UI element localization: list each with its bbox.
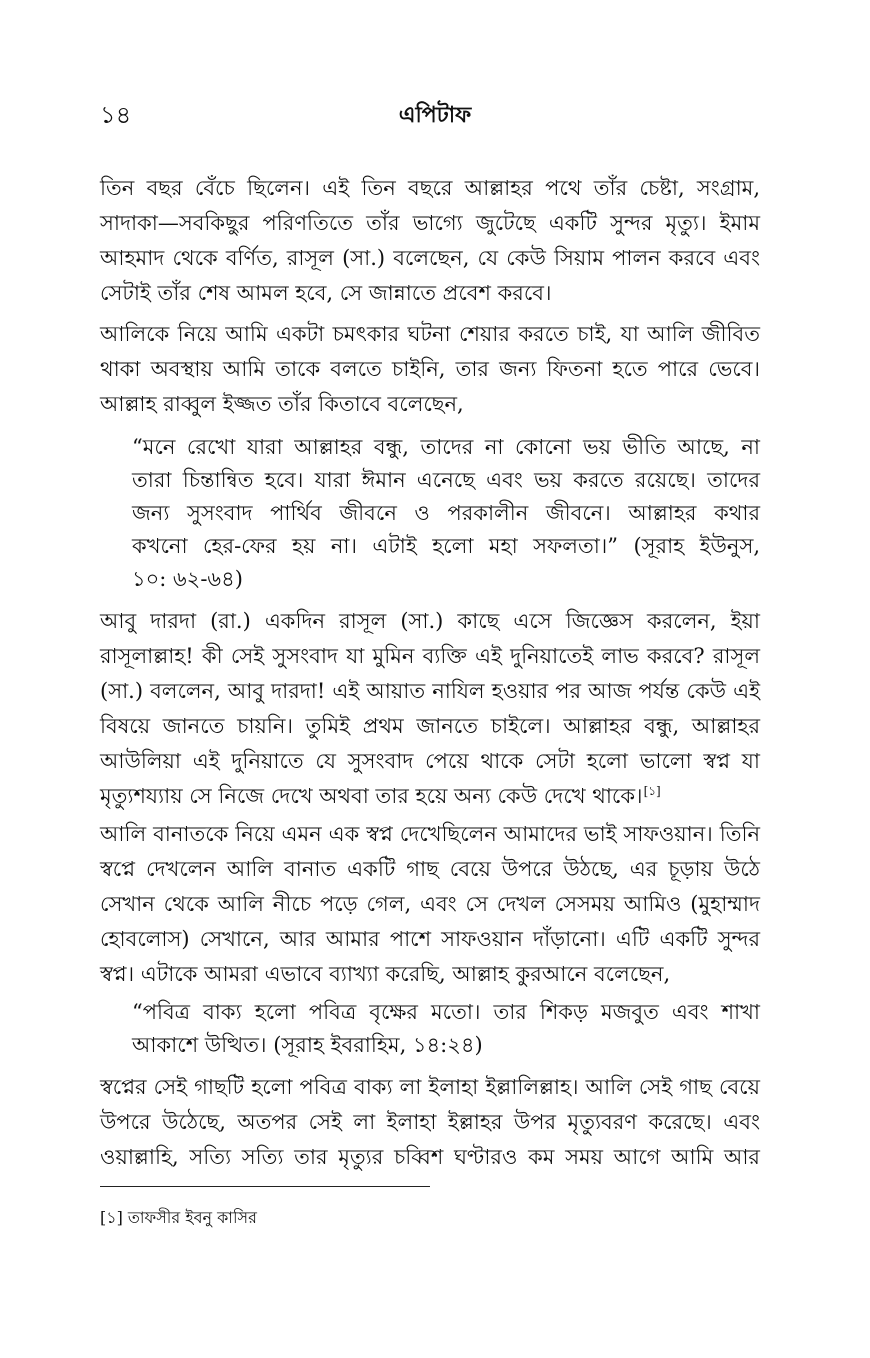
body-text xyxy=(100,171,760,1230)
paragraph-line: রাসূলাল্লাহ! কী সেই সুসংবাদ যা মুমিন ব্যক্তি এই দুনিয়াতেই লাভ করবে? রাসূল xyxy=(100,644,760,668)
footnote-reference: [১] xyxy=(643,784,661,798)
quotation-line: কখনো হের-ফের হয় না। এটাই হলো মহা সফলতা।” (সূরাহ ইউনুস, xyxy=(132,534,760,558)
paragraph-line: আহমাদ থেকে বর্ণিত, রাসূল (সা.) বলেছেন, যে কেউ সিয়াম পালন করবে এবং xyxy=(100,246,760,270)
quotation-line: “মনে রেখো যারা আল্লাহর বন্ধু, তাদের না কোনো ভয় ভীতি আছে, না xyxy=(132,435,760,459)
paragraph-1 xyxy=(100,171,760,311)
paragraph-line-text: মৃত্যুশয্যায় সে নিজে দেখে অথবা তার হয়ে অন্য কেউ দেখে থাকে। xyxy=(100,784,643,808)
footnote-text: তাফসীর ইবনু কাসির xyxy=(127,1208,257,1227)
quotation-line: আকাশে উত্থিত। (সূরাহ ইবরাহিম, ১৪:২৪) xyxy=(132,1033,483,1057)
page-number: ১৪ xyxy=(100,101,132,129)
footnote-marker: [১] xyxy=(100,1208,123,1227)
paragraph-line: হোবলোস) সেখানে, আর আমার পাশে সাফওয়ান দাঁড়ানো। এটি একটি সুন্দর xyxy=(100,927,760,951)
paragraph-line: স্বপ্ন। এটাকে আমরা এভাবে ব্যাখ্যা করেছি, আল্লাহ কুরআনে বলেছেন, xyxy=(100,962,671,986)
footnote-divider xyxy=(100,1186,430,1187)
quotation-block-2 xyxy=(100,996,760,1062)
paragraph-line: স্বপ্নের সেই গাছটি হলো পবিত্র বাক্য লা ইলাহা ইল্লালিল্লাহ। আলি সেই গাছ বেয়ে xyxy=(100,1075,760,1099)
paragraph-line: স্বপ্নে দেখলেন আলি বানাত একটি গাছ বেয়ে উপরে উঠছে, এর চূড়ায় উঠে xyxy=(100,857,760,881)
paragraph-line: আলি বানাতকে নিয়ে এমন এক স্বপ্ন দেখেছিলেন আমাদের ভাই সাফওয়ান। তিনি xyxy=(100,822,760,846)
quotation-block-1 xyxy=(100,431,760,596)
running-title: এপিটাফ xyxy=(398,102,472,128)
quotation-line: ১০: ৬২-৬৪) xyxy=(132,567,243,591)
paragraph-line: সেখান থেকে আলি নীচে পড়ে গেল, এবং সে দেখল সেসময় আমিও (মুহাম্মাদ xyxy=(100,892,760,916)
paragraph-4 xyxy=(100,817,760,992)
paragraph-line: (সা.) বললেন, আবু দারদা! এই আয়াত নাযিল হওয়ার পর আজ পর্যন্ত কেউ এই xyxy=(100,679,760,703)
paragraph-line: সাদাকা—সবকিছুর পরিণতিতে তাঁর ভাগ্যে জুটেছে একটি সুন্দর মৃত্যু। ইমাম xyxy=(100,211,760,235)
running-head xyxy=(0,100,870,130)
footnote xyxy=(100,1206,760,1230)
paragraph-5 xyxy=(100,1070,760,1175)
paragraph-line: উপরে উঠেছে, অতপর সেই লা ইলাহা ইল্লাহর উপর মৃত্যুবরণ করেছে। এবং xyxy=(100,1110,760,1134)
paragraph-line: তিন বছর বেঁচে ছিলেন। এই তিন বছরে আল্লাহর পথে তাঁর চেষ্টা, সংগ্রাম, xyxy=(100,176,760,200)
paragraph-line: আউলিয়া এই দুনিয়াতে যে সুসংবাদ পেয়ে থাকে সেটা হলো ভালো স্বপ্ন যা xyxy=(100,749,760,773)
paragraph-line xyxy=(100,779,760,814)
paragraph-2 xyxy=(100,317,760,422)
quotation-line: জন্য সুসংবাদ পার্থিব জীবনে ও পরকালীন জীবনে। আল্লাহর কথার xyxy=(132,501,760,525)
paragraph-3 xyxy=(100,604,760,814)
paragraph-line: বিষয়ে জানতে চায়নি। তুমিই প্রথম জানতে চাইলে। আল্লাহর বন্ধু, আল্লাহর xyxy=(100,714,760,738)
quotation-line: তারা চিন্তান্বিত হবে। যারা ঈমান এনেছে এবং ভয় করতে রয়েছে। তাদের xyxy=(132,468,760,492)
quotation-line: “পবিত্র বাক্য হলো পবিত্র বৃক্ষের মতো। তার শিকড় মজবুত এবং শাখা xyxy=(132,1000,760,1024)
paragraph-line: ওয়াল্লাহি, সত্যি সত্যি তার মৃত্যুর চব্বিশ ঘণ্টারও কম সময় আগে আমি আর xyxy=(100,1145,760,1169)
paragraph-line: সেটাই তাঁর শেষ আমল হবে, সে জান্নাতে প্রবেশ করবে। xyxy=(100,281,552,305)
paragraph-line: আলিকে নিয়ে আমি একটা চমৎকার ঘটনা শেয়ার করতে চাই, যা আলি জীবিত xyxy=(100,322,760,346)
paragraph-line: আবু দারদা (রা.) একদিন রাসূল (সা.) কাছে এসে জিজ্ঞেস করলেন, ইয়া xyxy=(100,609,760,633)
paragraph-line: আল্লাহ রাব্বুল ইজ্জত তাঁর কিতাবে বলেছেন, xyxy=(100,392,464,416)
paragraph-line: থাকা অবস্থায় আমি তাকে বলতে চাইনি, তার জন্য ফিতনা হতে পারে ভেবে। xyxy=(100,357,760,381)
